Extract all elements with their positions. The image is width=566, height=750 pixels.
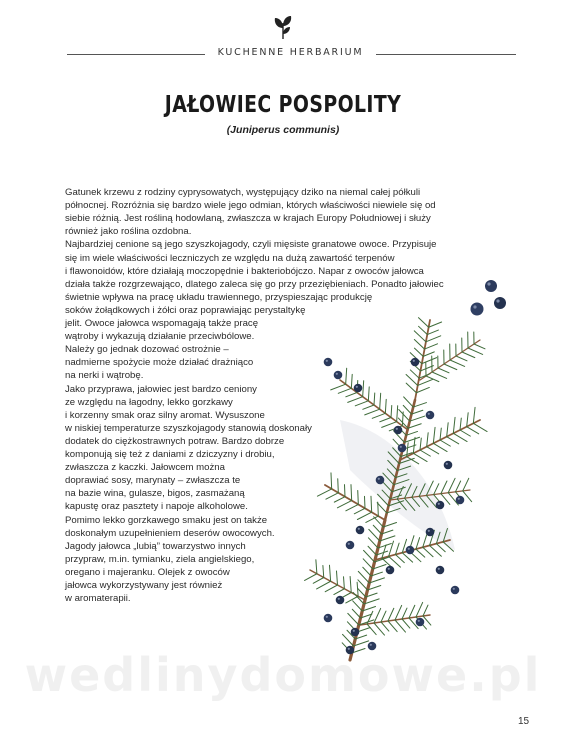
text-line: doskonałym uzupełnieniem deserów owocowych. bbox=[65, 527, 275, 539]
page-title: JAŁOWIEC POSPOLITY bbox=[164, 92, 402, 118]
text-line: Pomimo lekko gorzkawego smaku jest on także bbox=[65, 514, 268, 526]
text-line: Gatunek krzewu z rodziny cyprysowatych, występujący dziko na niemal całej półkuli bbox=[65, 187, 421, 198]
text-line: przypraw, m.in. tymianku, ziela angielskiego, bbox=[65, 553, 255, 565]
text-line: i korzenny smak oraz silny aromat. Wysuszone bbox=[65, 409, 265, 421]
latin-name: (Juniperus communis) bbox=[226, 124, 340, 136]
text-line: na nerki i wątrobę. bbox=[65, 370, 144, 382]
text-line: siebie różnią. Jest rośliną hodowlaną, zwłaszcza w krajach Europy Południowej i służy bbox=[65, 213, 431, 225]
watermark: wedlinydomowe.pl bbox=[24, 648, 542, 702]
text-line: ze względu na łagodny, lekko gorzkawy bbox=[65, 396, 233, 408]
text-line: nadmierne spożycie może działać drażniąco bbox=[65, 357, 254, 369]
text-line: jałowca wykorzystywany jest również bbox=[65, 580, 223, 591]
text-line: w aromaterapii. bbox=[65, 593, 131, 605]
text-line: i flawonoidów, które działają moczopędnie i bakteriobójczo. Napar z owoców jałowca bbox=[65, 265, 424, 277]
text-line: Jako przyprawa, jałowiec jest bardzo ceniony bbox=[65, 383, 257, 395]
juniper-branch-illustration bbox=[280, 270, 530, 670]
header-rule-left bbox=[67, 54, 205, 55]
text-line: się im wiele właściwości leczniczych ze względu na dużą zawartość terpenów bbox=[65, 252, 395, 264]
text-line: na bazie wina, gulasze, bigos, zasmażaną bbox=[65, 488, 245, 500]
text-line: doprawiać sosy, marynaty – zwłaszcza te bbox=[65, 475, 241, 487]
text-line: komponują się też z daniami z dziczyzny i drobiu, bbox=[65, 449, 275, 460]
text-line: działa także rozgrzewająco, dlatego zaleca się go przy przeziębieniach. Ponadto jałowiec bbox=[65, 278, 444, 290]
page-number: 15 bbox=[518, 716, 530, 727]
text-line: Najbardziej cenione są jego szyszkojagody, czyli mięsiste granatowe owoce. Przypisuje bbox=[65, 239, 437, 251]
header-rule-right bbox=[376, 54, 516, 55]
text-line: kapustę oraz pasztety i napoje alkoholowe. bbox=[65, 501, 248, 513]
text-line: jelit. Owoce jałowca wspomagają także pracę bbox=[65, 318, 259, 329]
text-line: również jako roślina ozdobna. bbox=[65, 226, 192, 238]
text-line: Należy go jednak dozować ostrożnie – bbox=[65, 344, 229, 356]
text-line: w niskiej temperaturze szyszkojagody stanowią doskonały bbox=[65, 422, 312, 434]
text-line: północnej. Rozróżnia się bardzo wiele jego odmian, których właściwości niewiele się od bbox=[65, 200, 436, 212]
text-line: zwłaszcza z kaczki. Jałowcem można bbox=[65, 462, 225, 474]
text-line: świetnie wpływa na pracę układu trawiennego, przyspieszając produkcję bbox=[65, 291, 373, 303]
herb-leaves-icon bbox=[272, 14, 294, 40]
text-line: wątroby i wykazują działanie przeciwbólowe. bbox=[65, 331, 255, 343]
section-header: KUCHENNE HERBARIUM bbox=[217, 47, 364, 58]
text-line: Jagody jałowca „lubią” towarzystwo innych bbox=[65, 540, 246, 552]
text-line: soków żołądkowych i żółci oraz poprawiając perystaltykę bbox=[65, 304, 306, 316]
text-line: oregano i majeranku. Olejek z owoców bbox=[65, 566, 230, 578]
text-line: dodatek do ciężkostrawnych potraw. Bardzo dobrze bbox=[65, 435, 285, 447]
